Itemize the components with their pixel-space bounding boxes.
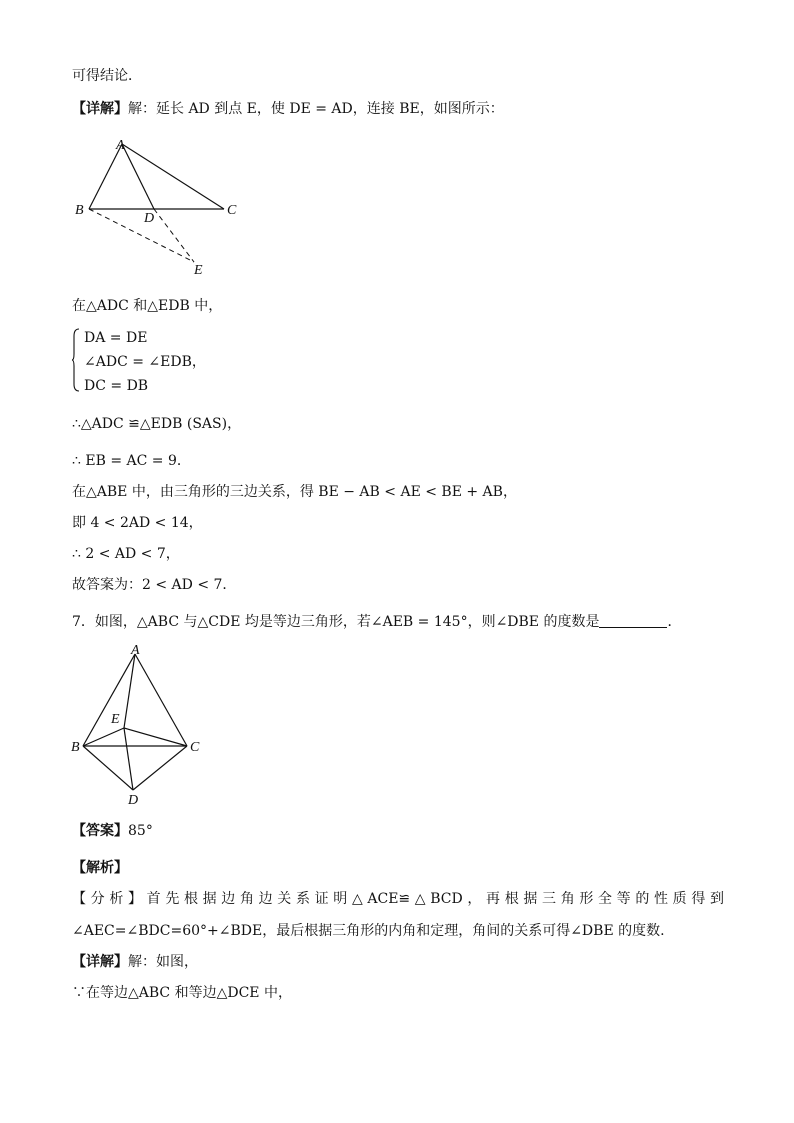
- equation-row: ∠ADC = ∠EDB，: [84, 354, 206, 370]
- analysis-line-2: ∠AEC=∠BDC=60°+∠BDE，最后根据三角形的内角和定理，角间的关系可得∠DBE 的度数.: [72, 923, 665, 939]
- equation-row: DA = DE: [84, 330, 148, 346]
- figure-triangle-extension: [70, 136, 250, 278]
- detail-line: [72, 99, 504, 119]
- label-e: E: [111, 712, 120, 727]
- figure-equilateral-triangles: [70, 642, 220, 810]
- text-line: 故答案为：2 < AD < 7．: [72, 577, 237, 593]
- label-d: D: [128, 793, 139, 808]
- segment-ae: [124, 654, 135, 728]
- segment-be: [83, 728, 124, 746]
- answer-line: [72, 821, 153, 841]
- detail-text: 解：延长 AD 到点 E，使 DE = AD，连接 BE，如图所示：: [128, 101, 504, 117]
- segment-ab: [83, 654, 135, 746]
- label-e: E: [194, 263, 203, 278]
- question-end: ．: [667, 614, 682, 630]
- text-line: ∵在等边△ABC 和等边△DCE 中，: [72, 985, 292, 1001]
- label-b: B: [75, 203, 84, 218]
- segment-ed: [124, 728, 133, 790]
- label-c: C: [190, 740, 200, 755]
- text-line: ∴ 2 < AD < 7，: [72, 546, 180, 562]
- text-line: 即 4 < 2AD < 14，: [72, 515, 203, 531]
- detail-tag: 【详解】: [72, 101, 128, 117]
- text-line: 可得结论．: [72, 68, 142, 84]
- equation-row: DC = DB: [84, 378, 149, 394]
- text-line: ∴ EB = AC = 9．: [72, 453, 191, 469]
- answer-blank: [599, 613, 667, 628]
- label-a: A: [116, 138, 125, 153]
- segment-ab: [89, 144, 122, 209]
- segment-bd: [83, 746, 133, 790]
- analysis-line-1: 【分析】首先根据边角边关系证明△ACE≌△BCD，再根据三角形全等的性质得到: [72, 891, 724, 907]
- answer-tag: 【答案】: [72, 823, 128, 839]
- segment-de-dashed: [154, 209, 194, 262]
- segment-cd: [133, 746, 187, 790]
- detail-tag: 【详解】: [72, 954, 128, 970]
- label-b: B: [71, 740, 80, 755]
- analysis-heading: 【解析】: [72, 860, 128, 876]
- label-d: D: [144, 211, 155, 226]
- detail-line: [72, 952, 198, 972]
- brace-icon: [72, 328, 80, 392]
- segment-be-dashed: [89, 209, 194, 262]
- text-line: ∴△ADC ≌△EDB (SAS)，: [72, 416, 242, 432]
- segment-ec: [124, 728, 187, 746]
- label-a: A: [131, 643, 140, 658]
- segment-ac: [135, 654, 187, 746]
- text-line: 在△ADC 和△EDB 中，: [72, 298, 223, 314]
- label-c: C: [227, 203, 237, 218]
- detail-text: 解：如图，: [128, 954, 198, 970]
- question-text: 7．如图，△ABC 与△CDE 均是等边三角形，若∠AEB = 145°，则∠DBE 的度数是: [72, 614, 600, 630]
- text-line: 在△ABE 中，由三角形的三边关系，得 BE − AB < AE < BE + AB，: [72, 484, 517, 500]
- segment-ac: [122, 144, 224, 209]
- answer-value: 85°: [128, 823, 153, 839]
- question-7: [72, 612, 681, 632]
